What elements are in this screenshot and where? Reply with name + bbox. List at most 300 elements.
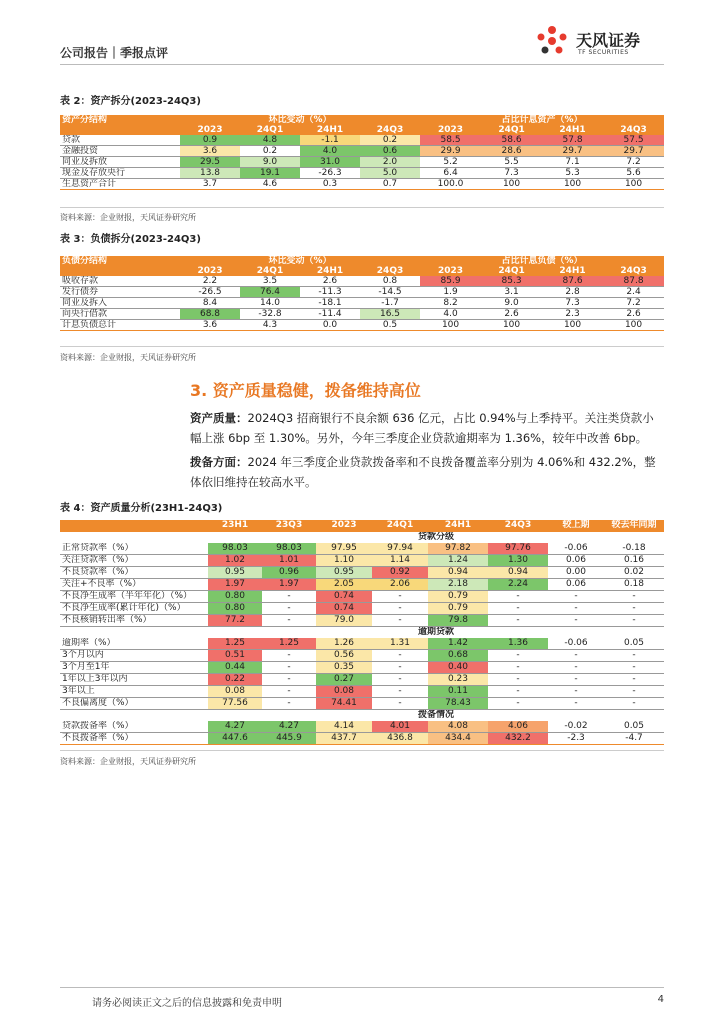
period-header: 24Q1 [498, 125, 525, 135]
table-cell: 436.8 [372, 733, 428, 745]
table3-group1: 环比变动（%） [268, 256, 332, 266]
table-cell: -11.4 [300, 309, 360, 320]
table-cell: 79.8 [428, 615, 488, 627]
table-cell: 5.2 [420, 157, 481, 168]
table-cell: -11.3 [300, 287, 360, 298]
column-header: 较去年同期 [611, 520, 657, 530]
table-cell: -1.1 [300, 135, 360, 146]
table-cell: -2.3 [548, 733, 604, 745]
period-header-blank [60, 125, 180, 135]
table-cell: - [548, 674, 604, 686]
table-cell: 100.0 [420, 179, 481, 190]
table-cell: - [488, 603, 548, 615]
column-header: 2023 [331, 520, 357, 530]
table-cell: 5.6 [603, 168, 664, 179]
period-header: 2023 [197, 125, 223, 135]
period-header: 24Q3 [376, 266, 404, 276]
period-header-blank [60, 266, 180, 276]
table-row [60, 674, 664, 686]
table-cell: - [488, 698, 548, 710]
group-blank [60, 627, 208, 639]
period-header: 24Q3 [620, 125, 647, 135]
table-row [60, 721, 664, 733]
table-cell: 3.7 [180, 179, 240, 190]
table-cell: 98.03 [208, 543, 262, 555]
table-cell: 85.9 [420, 276, 481, 287]
table-cell: 9.0 [481, 298, 542, 309]
row-label: 不良拨备率（%） [60, 733, 208, 745]
table-cell: 29.7 [542, 146, 603, 157]
table3-divider [60, 346, 664, 347]
table-cell: - [262, 662, 316, 674]
table-cell: 0.18 [604, 579, 664, 591]
table-row [60, 298, 664, 309]
table-cell: 0.00 [548, 567, 604, 579]
row-label: 3个月至1年 [60, 662, 208, 674]
liability-breakdown-table [60, 256, 664, 331]
table-cell: -18.1 [300, 298, 360, 309]
table-cell: 100 [542, 320, 603, 331]
asset-breakdown-table [60, 115, 664, 190]
table-cell: 7.2 [603, 157, 664, 168]
column-header: 23Q3 [275, 520, 303, 530]
table-cell: 0.8 [360, 276, 420, 287]
table-cell: 16.5 [360, 309, 420, 320]
group-title: 逾期贷款 [208, 627, 664, 639]
table3-source: 资料来源：企业财报，天风证券研究所 [60, 353, 196, 362]
table-cell: - [262, 698, 316, 710]
table2-col-label: 资产分结构 [62, 115, 108, 125]
table-cell: 0.94 [488, 567, 548, 579]
period-header: 24Q1 [256, 266, 284, 276]
table-cell: - [604, 662, 664, 674]
table-row [60, 543, 664, 555]
footer-divider [60, 987, 664, 988]
table-cell: 13.8 [180, 168, 240, 179]
report-type-header: 公司报告｜季报点评 [60, 46, 169, 60]
row-label: 发行债券 [60, 287, 180, 298]
table-cell: 1.31 [372, 638, 428, 650]
table-cell: - [604, 674, 664, 686]
table-cell: - [604, 698, 664, 710]
table-cell: 0.9 [180, 135, 240, 146]
table-cell: 0.08 [208, 686, 262, 698]
table-cell: 7.3 [481, 168, 542, 179]
table-cell: - [488, 650, 548, 662]
table-cell: 0.2 [360, 135, 420, 146]
table-cell: 2.3 [542, 309, 603, 320]
table-cell: -0.06 [548, 638, 604, 650]
table-cell: 3.6 [180, 320, 240, 331]
table-cell: 9.0 [240, 157, 300, 168]
table-cell: - [604, 591, 664, 603]
table-cell: - [372, 615, 428, 627]
table-cell: -26.5 [180, 287, 240, 298]
table-cell: 0.94 [428, 567, 488, 579]
table3-group2: 占比计息负债（%） [501, 256, 583, 266]
table-cell: 3.6 [180, 146, 240, 157]
table-cell: 100 [420, 320, 481, 331]
table-cell: 76.4 [240, 287, 300, 298]
group-header-row [60, 710, 664, 722]
group-header-row [60, 627, 664, 639]
table-cell: - [372, 650, 428, 662]
table-cell: -0.18 [604, 543, 664, 555]
table-cell: 100 [542, 179, 603, 190]
table-cell: - [548, 591, 604, 603]
table-cell: 1.97 [262, 579, 316, 591]
table-cell: 58.5 [420, 135, 481, 146]
table-cell: -4.7 [604, 733, 664, 745]
table-cell: 0.95 [208, 567, 262, 579]
table2-group2: 占比计息资产（%） [501, 115, 583, 125]
period-header: 24Q1 [498, 266, 525, 276]
period-header: 24Q3 [376, 125, 404, 135]
table-cell: 0.51 [208, 650, 262, 662]
provision-label: 拨备方面： [190, 455, 248, 469]
table-cell: - [262, 674, 316, 686]
row-label: 不良净生成率(累计年化)（%） [60, 603, 208, 615]
row-label: 吸收存款 [60, 276, 180, 287]
table-cell: - [262, 591, 316, 603]
table-cell: - [604, 650, 664, 662]
table-cell: 2.0 [360, 157, 420, 168]
table-cell: 0.80 [208, 591, 262, 603]
table-cell: 7.2 [603, 298, 664, 309]
table-cell: - [262, 686, 316, 698]
row-label: 向央行借款 [60, 309, 180, 320]
table-cell: 1.25 [208, 638, 262, 650]
header-divider [60, 64, 664, 65]
table-row [60, 567, 664, 579]
company-logo [532, 22, 662, 64]
table-cell: - [488, 674, 548, 686]
logo-name: 天风证券 [576, 31, 641, 50]
table-cell: 8.4 [180, 298, 240, 309]
table-cell: 31.0 [300, 157, 360, 168]
table-cell: 0.08 [316, 686, 372, 698]
table-cell: - [372, 698, 428, 710]
table-cell: 434.4 [428, 733, 488, 745]
table-cell: 0.74 [316, 603, 372, 615]
table-row [60, 686, 664, 698]
row-label: 正常贷款率（%） [60, 543, 208, 555]
table-row [60, 733, 664, 745]
row-label: 不良核销转出率（%） [60, 615, 208, 627]
table-cell: 4.6 [240, 179, 300, 190]
table-cell: - [488, 615, 548, 627]
table4-divider [60, 750, 664, 751]
table-cell: 0.27 [316, 674, 372, 686]
table-cell: 4.0 [300, 146, 360, 157]
table-row [60, 662, 664, 674]
table-cell: 6.4 [420, 168, 481, 179]
table-cell: 0.80 [208, 603, 262, 615]
table-cell: - [372, 674, 428, 686]
table-cell: 1.01 [262, 555, 316, 567]
table-cell: 1.30 [488, 555, 548, 567]
row-label: 不良净生成率（半年年化）（%） [60, 591, 208, 603]
table-cell: - [604, 603, 664, 615]
table-cell: 0.74 [316, 591, 372, 603]
table-cell: 2.6 [481, 309, 542, 320]
table2-caption: 表 2：资产拆分(2023-24Q3) [60, 96, 201, 107]
table-row [60, 320, 664, 331]
table-cell: 2.06 [372, 579, 428, 591]
table-row [60, 135, 664, 146]
table-cell: - [372, 662, 428, 674]
table-cell: 2.6 [603, 309, 664, 320]
table-cell: 97.94 [372, 543, 428, 555]
table-row [60, 146, 664, 157]
group-header-row [60, 532, 664, 544]
table-cell: 1.9 [420, 287, 481, 298]
table-cell: 0.05 [604, 721, 664, 733]
table-cell: 0.23 [428, 674, 488, 686]
table-cell: 1.26 [316, 638, 372, 650]
table-cell: 437.7 [316, 733, 372, 745]
table-row [60, 287, 664, 298]
row-label: 关注贷款率（%） [60, 555, 208, 567]
table-cell: 85.3 [481, 276, 542, 287]
table-cell: 1.24 [428, 555, 488, 567]
table-cell: 79.0 [316, 615, 372, 627]
table-row [60, 591, 664, 603]
group-title: 贷款分级 [208, 532, 664, 544]
table-cell: 0.44 [208, 662, 262, 674]
table-cell: - [262, 615, 316, 627]
table-cell: 3.5 [240, 276, 300, 287]
table-row [60, 615, 664, 627]
table-cell: -0.02 [548, 721, 604, 733]
row-label: 现金及存放央行 [60, 168, 180, 179]
row-label: 同业及拆入 [60, 298, 180, 309]
table-cell: 3.1 [481, 287, 542, 298]
table-cell: 0.16 [604, 555, 664, 567]
table-cell: 2.8 [542, 287, 603, 298]
table-cell: 78.43 [428, 698, 488, 710]
table-cell: 5.0 [360, 168, 420, 179]
column-header: 24Q1 [386, 520, 414, 530]
flower-logo-icon [532, 22, 572, 62]
table-cell: 4.06 [488, 721, 548, 733]
row-label: 贷款 [60, 135, 180, 146]
table-cell: 77.56 [208, 698, 262, 710]
table-cell: 1.42 [428, 638, 488, 650]
table-cell: 8.2 [420, 298, 481, 309]
table-row [60, 579, 664, 591]
table-cell: 2.18 [428, 579, 488, 591]
table-cell: 1.97 [208, 579, 262, 591]
table4-caption: 表 4：资产质量分析(23H1-24Q3) [60, 503, 223, 514]
table-cell: 1.10 [316, 555, 372, 567]
table-cell: 97.95 [316, 543, 372, 555]
table-cell: 0.06 [548, 555, 604, 567]
table-cell: 4.08 [428, 721, 488, 733]
row-label: 逾期率（%） [60, 638, 208, 650]
table-cell: 0.56 [316, 650, 372, 662]
table3-caption: 表 3：负债拆分(2023-24Q3) [60, 234, 201, 245]
table-cell: 1.25 [262, 638, 316, 650]
table-cell: 100 [603, 320, 664, 331]
table-cell: - [548, 686, 604, 698]
table-row [60, 168, 664, 179]
table-cell: 5.3 [542, 168, 603, 179]
section-title: 3. 资产质量稳健，拨备维持高位 [190, 381, 421, 400]
table-cell: 77.2 [208, 615, 262, 627]
table-cell: - [548, 603, 604, 615]
table-cell: 0.79 [428, 603, 488, 615]
row-label: 贷款拨备率（%） [60, 721, 208, 733]
table-cell: 447.6 [208, 733, 262, 745]
table-cell: -0.06 [548, 543, 604, 555]
table-cell: 2.2 [180, 276, 240, 287]
logo-subtitle: TF SECURITIES [578, 49, 629, 56]
table-cell: 74.41 [316, 698, 372, 710]
table-cell: -14.5 [360, 287, 420, 298]
table-cell: 100 [603, 179, 664, 190]
row-label: 3个月以内 [60, 650, 208, 662]
group-title: 拨备情况 [208, 710, 664, 722]
table-cell: - [604, 686, 664, 698]
table-cell: 432.2 [488, 733, 548, 745]
table-cell: - [548, 662, 604, 674]
table-cell: 1.02 [208, 555, 262, 567]
table-cell: 97.82 [428, 543, 488, 555]
table-cell: 98.03 [262, 543, 316, 555]
table-cell: 57.8 [542, 135, 603, 146]
table-cell: - [548, 698, 604, 710]
period-header: 24H1 [559, 266, 586, 276]
period-header: 2023 [438, 125, 464, 135]
table4-source: 资料来源：企业财报，天风证券研究所 [60, 757, 196, 766]
table-cell: 1.14 [372, 555, 428, 567]
table-cell: 0.96 [262, 567, 316, 579]
table-cell: - [372, 686, 428, 698]
table-cell: 445.9 [262, 733, 316, 745]
table-cell: 0.6 [360, 146, 420, 157]
table-cell: 4.14 [316, 721, 372, 733]
page-number: 4 [657, 994, 664, 1005]
table-cell: 4.0 [420, 309, 481, 320]
table-cell: 4.27 [262, 721, 316, 733]
table-row [60, 157, 664, 168]
table-cell: 0.3 [300, 179, 360, 190]
table-cell: 2.4 [603, 287, 664, 298]
table-cell: - [372, 591, 428, 603]
table-cell: 0.79 [428, 591, 488, 603]
table-cell: 100 [481, 179, 542, 190]
row-label: 计息负债总计 [60, 320, 180, 331]
asset-quality-paragraph [190, 408, 664, 448]
period-header: 24H1 [559, 125, 586, 135]
table-cell: - [548, 615, 604, 627]
asset-quality-table [60, 520, 664, 745]
table-cell: 87.6 [542, 276, 603, 287]
table-cell: 0.92 [372, 567, 428, 579]
table-cell: 0.02 [604, 567, 664, 579]
table-cell: - [488, 662, 548, 674]
table-cell: 4.27 [208, 721, 262, 733]
table-cell: 0.05 [604, 638, 664, 650]
table-cell: - [604, 615, 664, 627]
table-cell: 0.7 [360, 179, 420, 190]
table-row [60, 555, 664, 567]
table-cell: 4.3 [240, 320, 300, 331]
provision-paragraph [190, 452, 664, 492]
period-header: 2023 [438, 266, 464, 276]
table-cell: 97.76 [488, 543, 548, 555]
table-cell: 0.0 [300, 320, 360, 331]
table-cell: 0.95 [316, 567, 372, 579]
table-cell: - [488, 686, 548, 698]
header-blank [60, 520, 208, 532]
table-row [60, 276, 664, 287]
period-header: 24Q3 [620, 266, 647, 276]
row-label: 金融投资 [60, 146, 180, 157]
row-label: 生息资产合计 [60, 179, 180, 190]
asset-quality-label: 资产质量： [190, 411, 248, 425]
asset-quality-text: 2024Q3 招商银行不良余额 636 亿元，占比 0.94%与上季持平。关注类贷款小幅上涨 6bp 至 1.30%。另外，今年三季度企业贷款逾期率为 1.36%，较年中改善 6bp。 [190, 411, 654, 445]
table-cell: 100 [481, 320, 542, 331]
period-header: 24H1 [316, 125, 344, 135]
table-cell: 29.9 [420, 146, 481, 157]
table-cell: 87.8 [603, 276, 664, 287]
group-blank [60, 710, 208, 722]
table-cell: 14.0 [240, 298, 300, 309]
period-header: 2023 [197, 266, 223, 276]
table-cell: 2.05 [316, 579, 372, 591]
table-cell: 0.5 [360, 320, 420, 331]
table-cell: -32.8 [240, 309, 300, 320]
table2-divider [60, 207, 664, 208]
table-cell: 0.2 [240, 146, 300, 157]
table-cell: 0.11 [428, 686, 488, 698]
table2-group1: 环比变动（%） [268, 115, 332, 125]
table-cell: 0.35 [316, 662, 372, 674]
table-cell: 28.6 [481, 146, 542, 157]
table-row [60, 309, 664, 320]
table-cell: 19.1 [240, 168, 300, 179]
provision-text: 2024 年三季度企业贷款拨备率和不良拨备覆盖率分别为 4.06%和 432.2%，整体依旧维持在较高水平。 [190, 455, 656, 489]
group-blank [60, 532, 208, 544]
table-cell: 0.06 [548, 579, 604, 591]
table-cell: 5.5 [481, 157, 542, 168]
period-header: 24H1 [316, 266, 344, 276]
table-row [60, 638, 664, 650]
table-cell: 1.36 [488, 638, 548, 650]
table-row [60, 650, 664, 662]
row-label: 3年以上 [60, 686, 208, 698]
table-row [60, 179, 664, 190]
table-cell: 2.6 [300, 276, 360, 287]
period-header: 24Q1 [256, 125, 284, 135]
table2-source: 资料来源：企业财报，天风证券研究所 [60, 213, 196, 222]
table-cell: 2.24 [488, 579, 548, 591]
table-cell: - [262, 650, 316, 662]
table-row [60, 698, 664, 710]
row-label: 不良偏离度（%） [60, 698, 208, 710]
table-cell: 7.3 [542, 298, 603, 309]
table-cell: 58.6 [481, 135, 542, 146]
table-cell: 29.5 [180, 157, 240, 168]
table-cell: - [372, 603, 428, 615]
column-header: 24H1 [444, 520, 472, 530]
column-header: 24Q3 [504, 520, 532, 530]
table-cell: -1.7 [360, 298, 420, 309]
table-cell: - [548, 650, 604, 662]
row-label: 不良贷款率（%） [60, 567, 208, 579]
